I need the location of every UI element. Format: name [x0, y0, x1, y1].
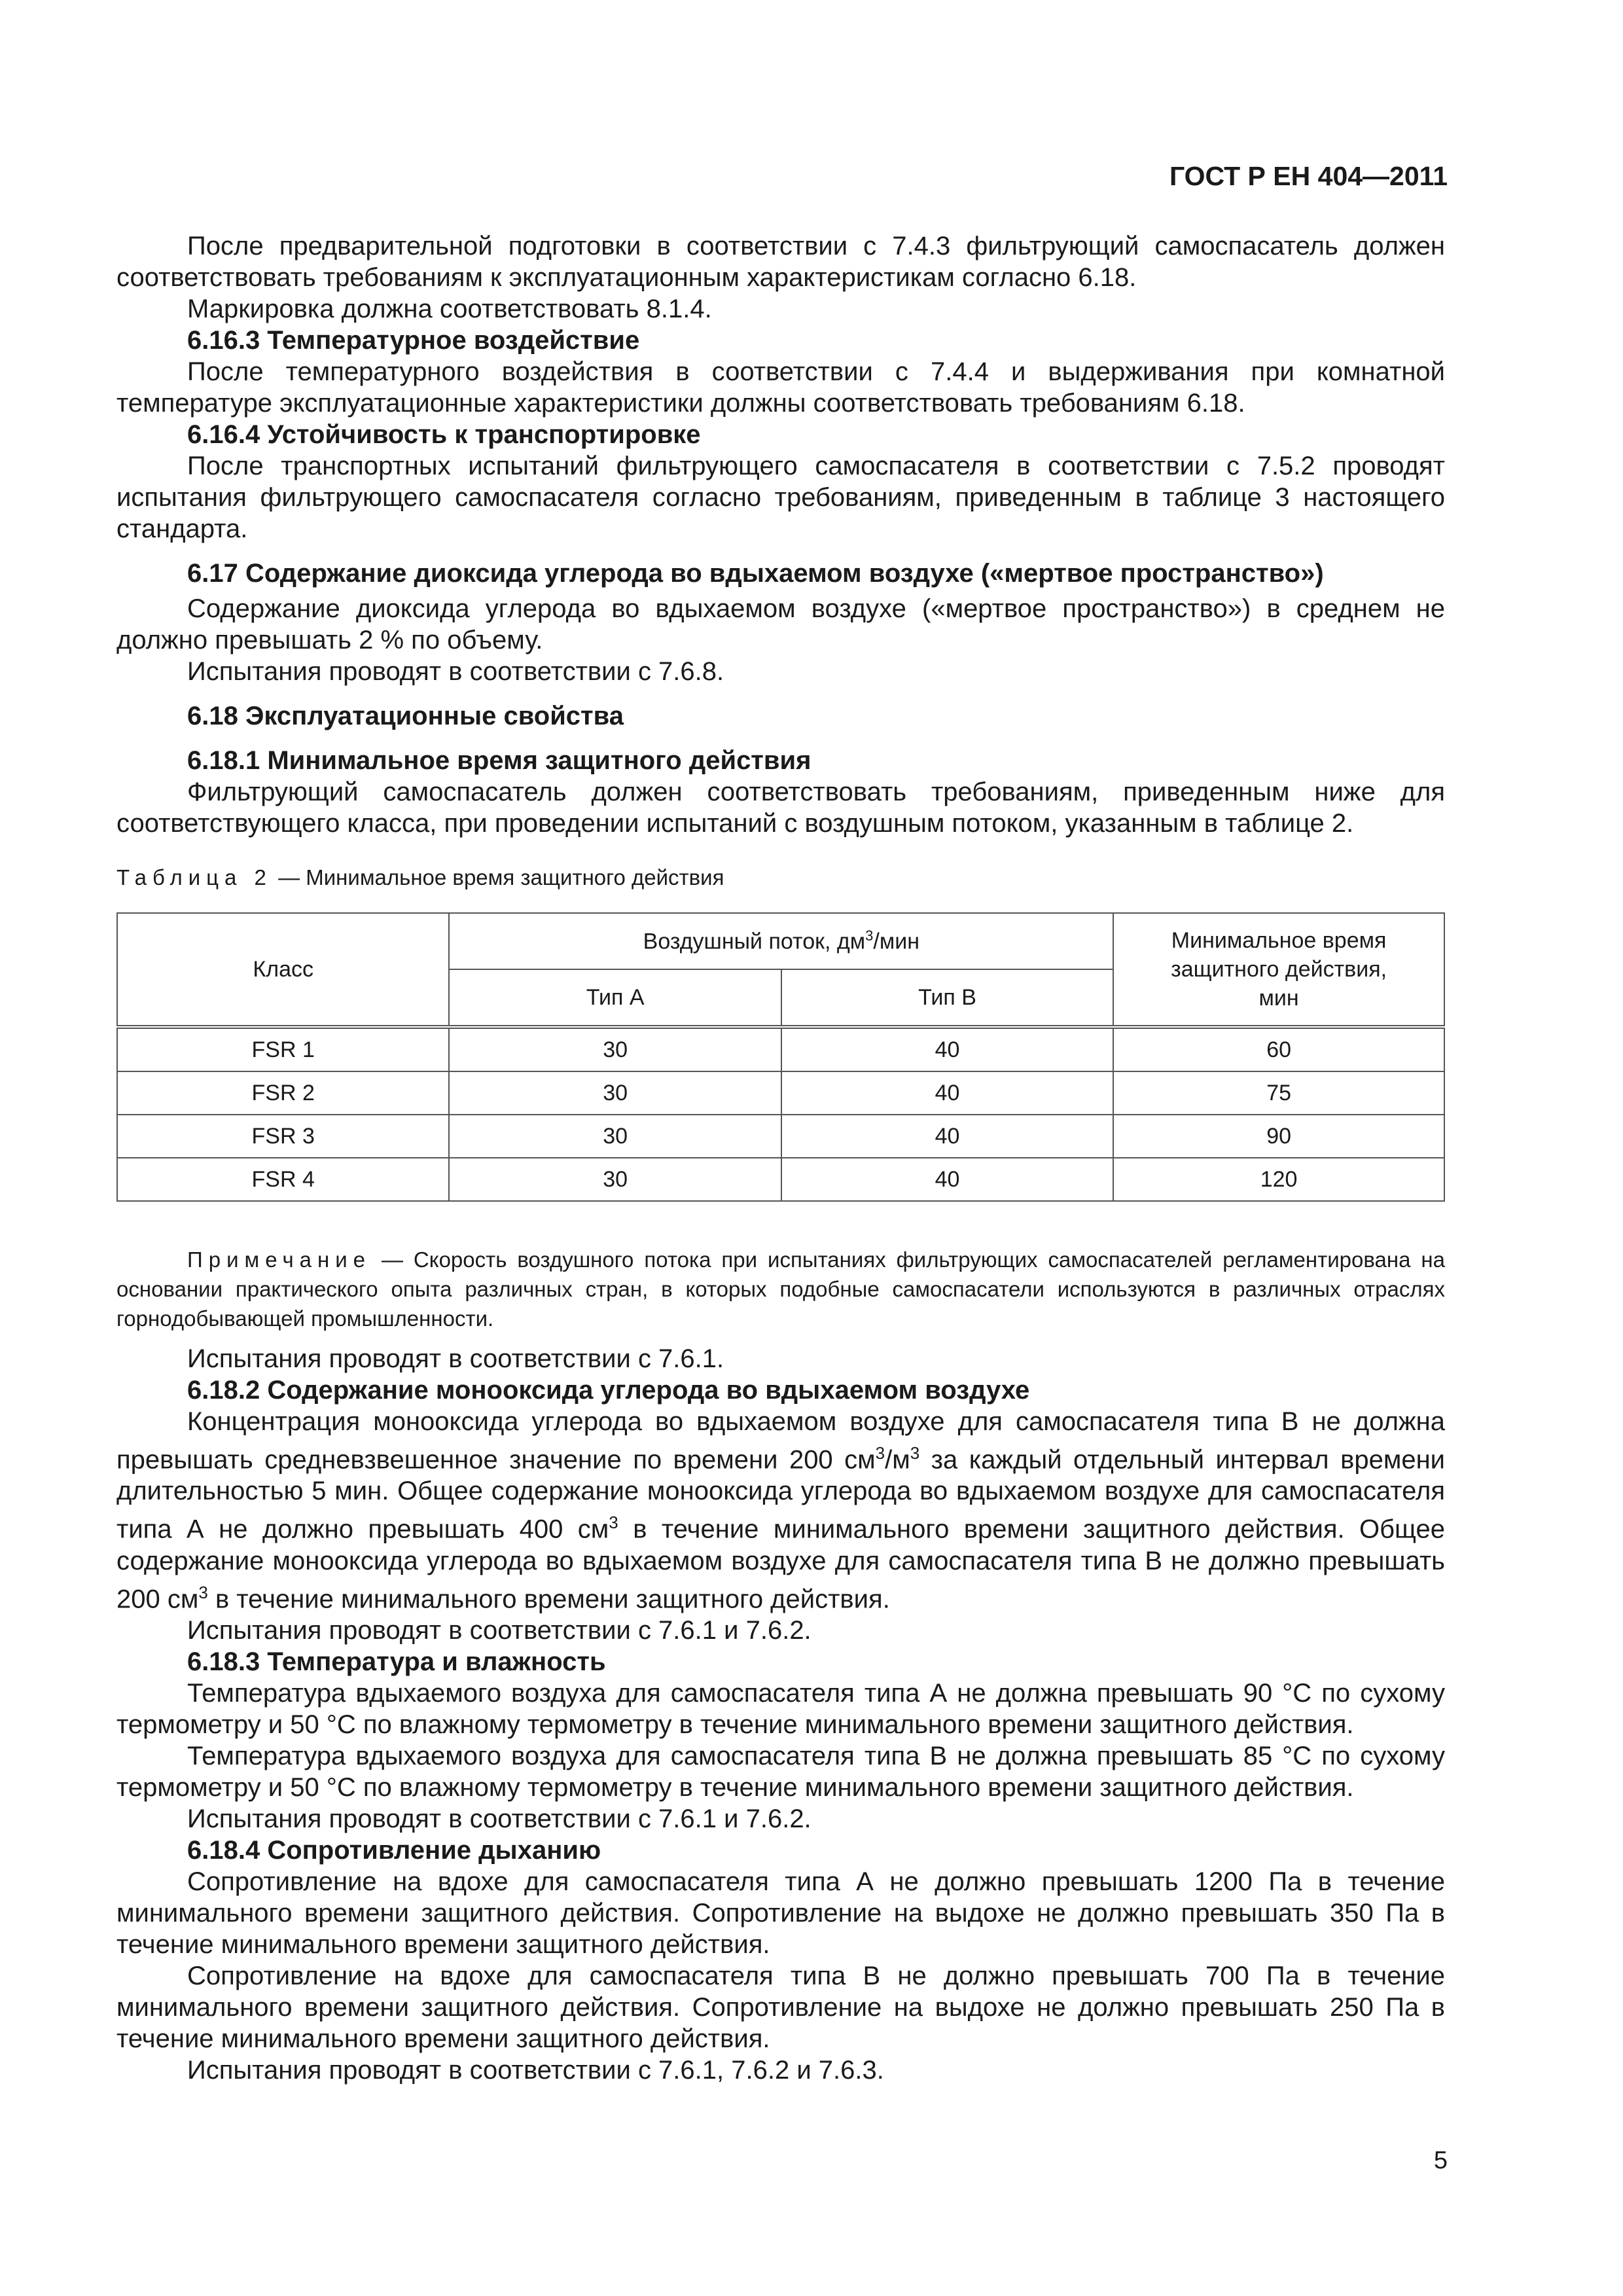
- cell-class: FSR 3: [117, 1115, 449, 1158]
- paragraph: После транспортных испытаний фильтрующего самоспасателя в соответствии с 7.5.2 проводят испытания фильтрующего самоспасателя согласно требованиям, приведенным в таблице 3 настоящего стандарта.: [116, 452, 1445, 543]
- cell-type-b: 40: [781, 1027, 1113, 1071]
- heading-6-18-1: 6.18.1 Минимальное время защитного действия: [187, 746, 812, 775]
- cell-type-a: 30: [449, 1115, 781, 1158]
- column-header-min-time: Минимальное время защитного действия, мин: [1113, 913, 1444, 1027]
- cell-type-b: 40: [781, 1071, 1113, 1115]
- column-header-type-a: Тип А: [449, 969, 781, 1027]
- paragraph: Содержание диоксида углерода во вдыхаемом воздухе («мертвое пространство») в среднем не должно превышать 2 % по объему.: [116, 594, 1445, 655]
- cell-class: FSR 4: [117, 1158, 449, 1201]
- paragraph: Температура вдыхаемого воздуха для самоспасателя типа А не должна превышать 90 °С по сухому термометру и 50 °С по влажному термометру в течение минимального времени защитного действия.: [116, 1678, 1445, 1739]
- paragraph: После температурного воздействия в соответствии с 7.4.4 и выдерживания при комнатной температуре эксплуатационные характеристики должны соответствовать требованиям 6.18.: [116, 357, 1445, 418]
- heading-6-18-4: 6.18.4 Сопротивление дыханию: [187, 1835, 601, 1865]
- column-header-class: Класс: [117, 913, 449, 1027]
- cell-type-a: 30: [449, 1158, 781, 1201]
- min-protection-time-table: [116, 912, 1445, 1202]
- heading-6-17: 6.17 Содержание диоксида углерода во вдыхаемом воздухе («мертвое пространство»): [187, 559, 1324, 588]
- paragraph: Маркировка должна соответствовать 8.1.4.: [187, 295, 712, 323]
- note-label: Примечание: [187, 1247, 372, 1272]
- cell-class: FSR 1: [117, 1027, 449, 1071]
- cell-type-a: 30: [449, 1071, 781, 1115]
- table-row: [117, 1027, 1444, 1071]
- table-caption-label: Таблица 2: [116, 865, 272, 889]
- paragraph: Сопротивление на вдохе для самоспасателя типа В не должно превышать 700 Па в течение минимального времени защитного действия. Сопротивление на выдохе не должно превышать 250 Па в течение минимального времени защитного действия.: [116, 1961, 1445, 2053]
- paragraph: Испытания проводят в соответствии с 7.6.1, 7.6.2 и 7.6.3.: [187, 2055, 884, 2085]
- paragraph: Испытания проводят в соответствии с 7.6.8.: [187, 657, 724, 686]
- paragraph: После предварительной подготовки в соответствии с 7.4.3 фильтрующий самоспасатель должен соответствовать требованиям к эксплуатационным характеристикам согласно 6.18.: [116, 232, 1445, 292]
- table-note: [116, 1245, 1445, 1333]
- paragraph: Фильтрующий самоспасатель должен соответствовать требованиям, приведенным ниже для соответствующего класса, при проведении испытаний с воздушным потоком, указанным в таблице 2.: [116, 778, 1445, 838]
- cell-min-time: 75: [1113, 1071, 1444, 1115]
- page-number: 5: [1433, 2147, 1448, 2174]
- cell-min-time: 90: [1113, 1115, 1444, 1158]
- heading-6-16-3: 6.16.3 Температурное воздействие: [187, 326, 640, 355]
- paragraph: Испытания проводят в соответствии с 7.6.1 и 7.6.2.: [187, 1615, 812, 1645]
- table-row: [117, 1071, 1444, 1115]
- cell-type-b: 40: [781, 1158, 1113, 1201]
- paragraph-co-content: Концентрация монооксида углерода во вдыхаемом воздухе для самоспасателя типа В не должна превышать средневзвешенное значение по времени 200 $см^3/м^3$ за каждый отдельный интервал времени длительностью 5 мин. Общее содержание монооксида углерода во вдыхаемом воздухе для самоспасателя типа А не должно превышать 400 $см^3$ в течение минимального времени защитного действия. Общее содержание монооксида углерода во вдыхаемом воздухе для самоспасателя типа В не должно превышать 200 $см^3$ в течение минимального времени защитного действия.: [116, 1407, 1446, 1613]
- cell-type-a: 30: [449, 1027, 781, 1071]
- cell-type-b: 40: [781, 1115, 1113, 1158]
- heading-6-18-3: 6.18.3 Температура и влажность: [187, 1647, 606, 1676]
- cell-min-time: 120: [1113, 1158, 1444, 1201]
- paragraph: Испытания проводят в соответствии с 7.6.1 и 7.6.2.: [187, 1804, 812, 1833]
- table-row: [117, 1158, 1444, 1201]
- table-caption-text: — Минимальное время защитного действия: [272, 865, 724, 889]
- paragraph: Испытания проводят в соответствии с 7.6.1.: [187, 1344, 724, 1373]
- note-text: — Скорость воздушного потока при испытаниях фильтрующих самоспасателей регламентирована на основании практического опыта различных стран, в которых подобные самоспасатели используются в различных отраслях горнодобывающей промышленности.: [116, 1247, 1445, 1331]
- column-header-air-flow: Воздушный поток, $дм^3$/мин: [449, 913, 1113, 969]
- heading-6-16-4: 6.16.4 Устойчивость к транспортировке: [187, 420, 701, 449]
- document-header: ГОСТ Р ЕН 404—2011: [1169, 161, 1448, 191]
- section-6-16-continued: [116, 230, 1445, 839]
- paragraph: Сопротивление на вдохе для самоспасателя типа А не должно превышать 1200 Па в течение минимального времени защитного действия. Сопротивление на выдохе не должно превышать 350 Па в течение минимального времени защитного действия.: [116, 1867, 1445, 1959]
- cell-min-time: 60: [1113, 1027, 1444, 1071]
- column-header-type-b: Тип В: [781, 969, 1113, 1027]
- heading-6-18-2: 6.18.2 Содержание монооксида углерода во вдыхаемом воздухе: [187, 1376, 1030, 1405]
- table-caption: [116, 865, 724, 890]
- cell-class: FSR 2: [117, 1071, 449, 1115]
- paragraph: Температура вдыхаемого воздуха для самоспасателя типа В не должна превышать 85 °С по сухому термометру и 50 °С по влажному термометру в течение минимального времени защитного действия.: [116, 1741, 1445, 1802]
- section-6-18-continued: [116, 1343, 1445, 2086]
- table-row: [117, 1115, 1444, 1158]
- heading-6-18: 6.18 Эксплуатационные свойства: [187, 702, 624, 730]
